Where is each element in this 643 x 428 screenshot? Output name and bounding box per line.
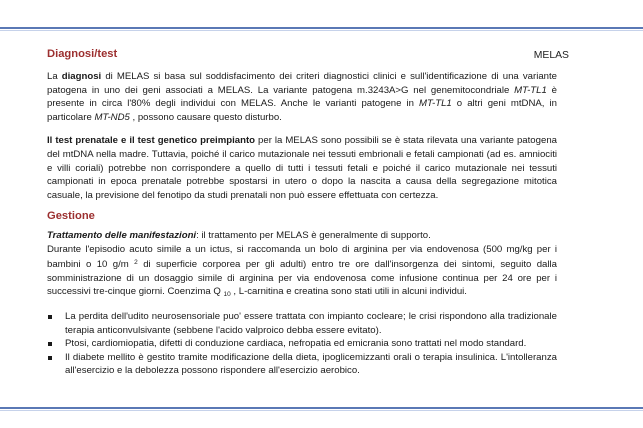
bottom-divider-shadow [0,410,643,411]
list-item-text: Il diabete mellito è gestito tramite modificazione della dieta, ipoglicemizzanti orali o terapia insulinica. L'intolleranza all'esercizio e la debolezza possono rispondere all'esercizio aerobico. [65,351,557,377]
text-run: per la MELAS sono possibili se è stata rilevata una variante patogena del mtDNA nella madre. Tuttavia, poiché il carico mutazionale nei tessuti embrionali e fetali campionati (ad es. amniociti e villi coriali) potrebbe non corrispondere a quello di tutti i tessuti fetali e poiché il carico mutazionale nei tessuti campionati in epoca prenatale potrebbe spostarsi in utero o dopo la nascita a causa della segregazione mitotica casuale, la previsione del fenotipo da studi prenatali non può essere effettuata con certezza. [47,135,557,201]
management-list [47,310,557,378]
text-run: La [47,71,62,82]
text-run: o altri geni mtDNA, in particolare [47,98,557,123]
diagnosi-paragraph [47,70,557,124]
section-title-diagnosi: Diagnosi/test [47,48,118,60]
text-run: di superficie corporea per gli adulti) entro tre ore dall'insorgenza dei sintomi, seguito dalla somministrazione di un dosaggio simile di arginina per via endovenosa come infusione continua per 24 ore per i successivi tre-cinque giorni. Coenzima Q [47,259,557,298]
top-divider-shadow [0,30,643,31]
text-run: di MELAS si basa sul soddisfacimento dei criteri diagnostici clinici e sull'identificazione di una variante patogena in uno dei geni associati a MELAS. La variante patogena m.3243A>G nel genemitocondriale [47,71,557,96]
subscript: 10 [223,291,231,299]
document-body [47,48,569,378]
gene-name: MT-TL1 [514,84,547,96]
text-run: Durante l'episodio acuto simile a un ictus, si raccomanda un bolo di arginina per via endovenosa (500 mg/kg per i bambini o 10 g/m [47,243,557,271]
superscript: 2 [134,259,138,267]
text-run: , L-carnitina e creatina sono stati utili in alcuni individui. [230,286,467,298]
treatment-intro [47,229,557,243]
bullet-icon [48,342,52,346]
document-tag: MELAS [533,50,569,61]
top-divider [0,27,643,29]
list-item [47,337,557,351]
paragraph-gap [47,124,557,134]
list-item-text: La perdita dell'udito neurosensoriale puo' essere trattata con impianto cocleare; le crisi rispondono alla tradizionale terapia anticonvulsivante (sebbene l'acido valproico debba essere evitato). [65,310,557,336]
text-run: , possono causare questo disturbo. [129,111,282,123]
bullet-icon [48,356,52,360]
bold-term-diagnosi: diagnosi [61,71,102,82]
acute-treatment-paragraph [47,243,557,302]
bullet-icon [48,315,52,319]
section-title-gestione: Gestione [47,210,95,223]
gene-name: MT-ND5 [94,111,130,123]
bold-term-prenatal: Il test prenatale e il test genetico preimpianto [47,135,256,147]
list-item-text: Ptosi, cardiomiopatia, difetti di conduzione cardiaca, nefropatia ed emicrania sono trattati nel modo standard. [65,338,527,350]
treatment-label: Trattamento delle manifestazioni [47,229,197,241]
bottom-divider [0,407,643,409]
list-item [47,310,557,337]
text-run: è presente in circa l'80% degli individui con MELAS. Anche le varianti patogene in [47,84,557,110]
text-run: : il trattamento per MELAS è generalmente di supporto. [196,229,431,241]
list-item [47,351,557,378]
section-header [47,48,569,64]
gene-name: MT-TL1 [419,98,452,110]
prenatal-test-paragraph [47,134,557,202]
